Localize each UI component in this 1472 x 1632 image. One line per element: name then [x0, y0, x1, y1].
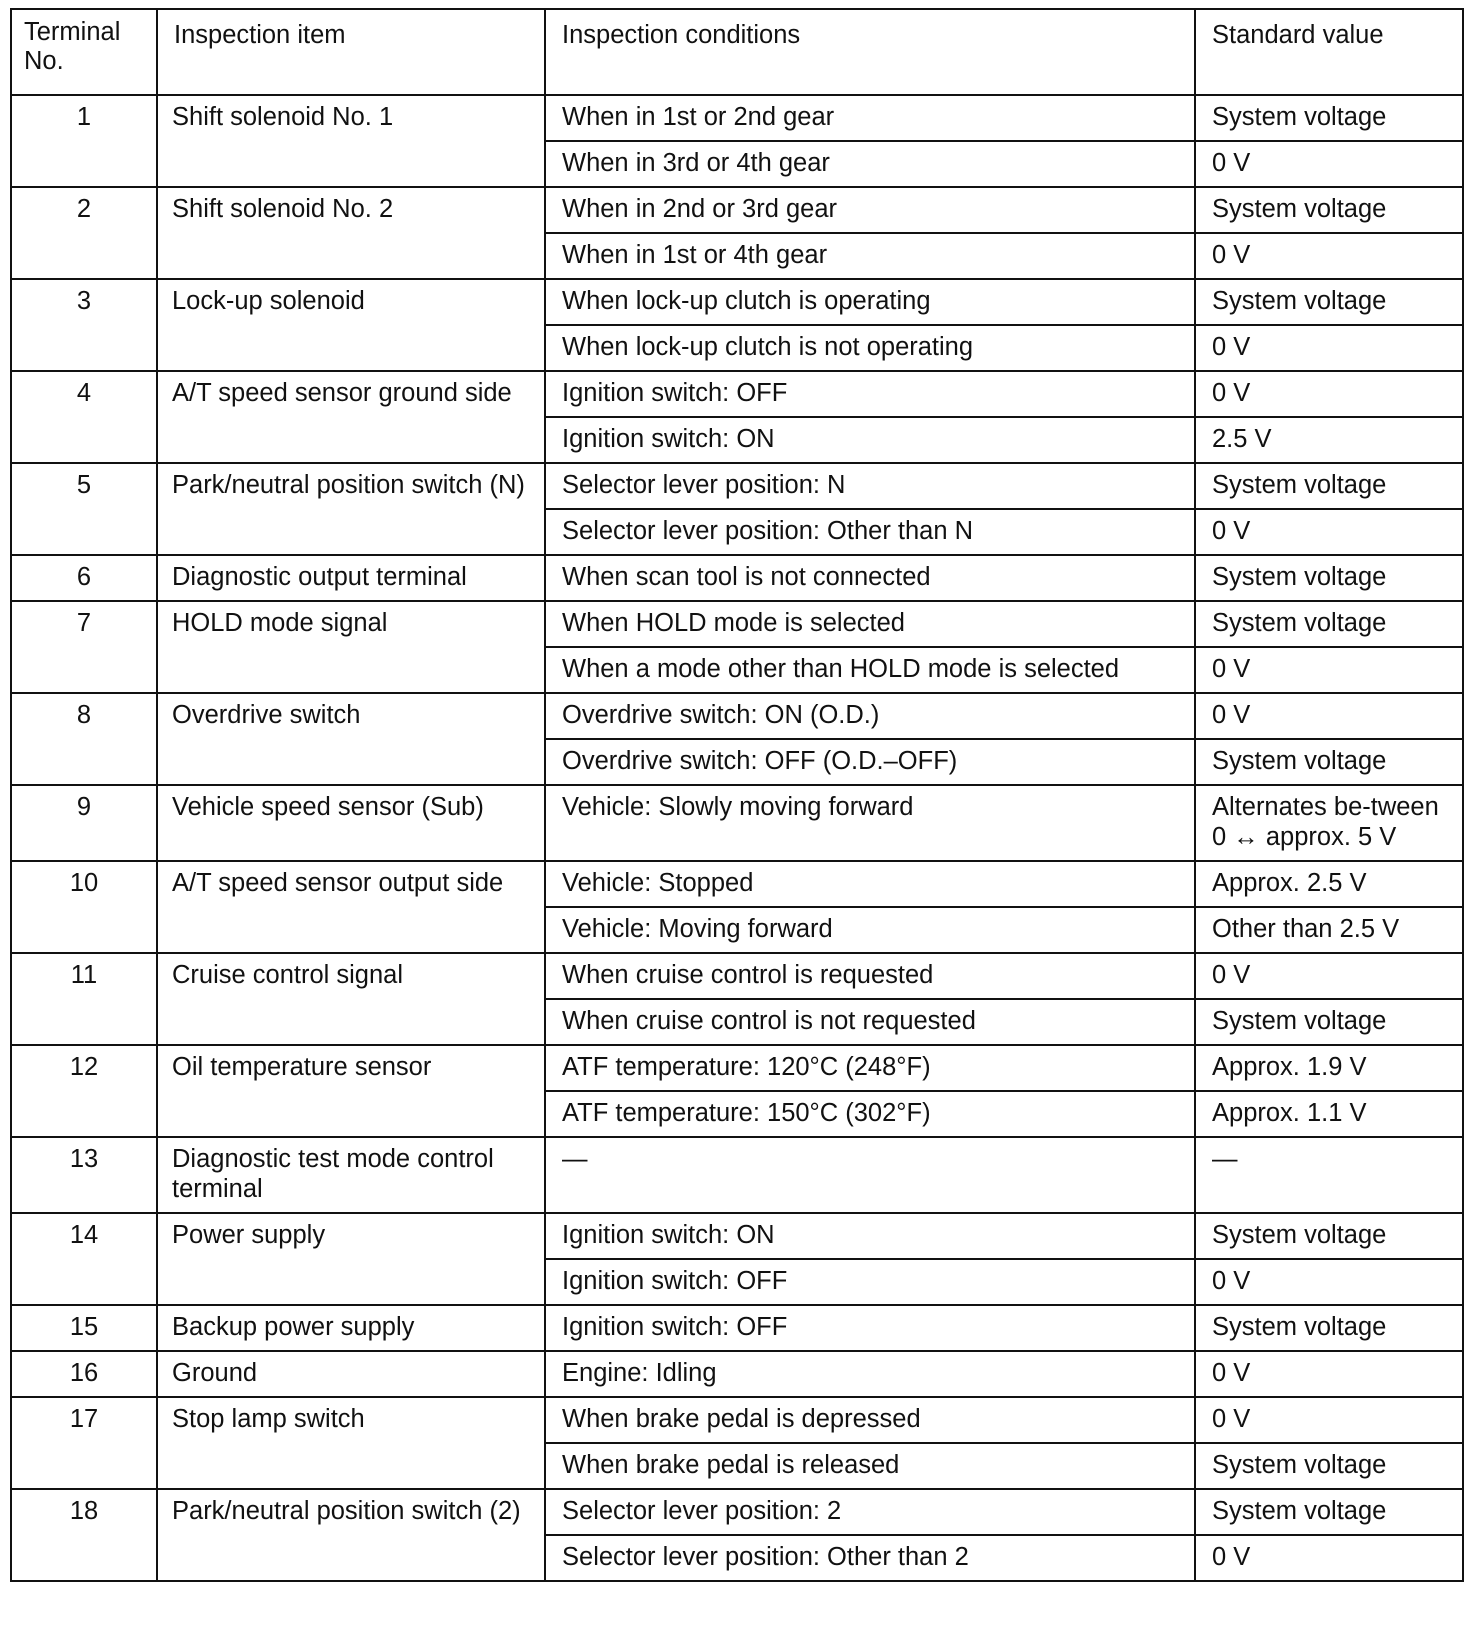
standard-value: System voltage — [1195, 555, 1463, 601]
inspection-item: Overdrive switch — [157, 693, 545, 785]
inspection-item: Park/neutral position switch (2) — [157, 1489, 545, 1581]
standard-value: System voltage — [1195, 601, 1463, 647]
inspection-condition: Ignition switch: OFF — [545, 1305, 1195, 1351]
inspection-condition: Vehicle: Stopped — [545, 861, 1195, 907]
standard-value: 0 V — [1195, 509, 1463, 555]
standard-value: 0 V — [1195, 233, 1463, 279]
inspection-item: Ground — [157, 1351, 545, 1397]
header-inspection-conditions: Inspection conditions — [545, 9, 1195, 95]
inspection-condition: When a mode other than HOLD mode is selected — [545, 647, 1195, 693]
inspection-condition: When scan tool is not connected — [545, 555, 1195, 601]
standard-value: 0 V — [1195, 325, 1463, 371]
inspection-item: Power supply — [157, 1213, 545, 1305]
standard-value: 0 V — [1195, 1259, 1463, 1305]
table-header-row — [11, 9, 1463, 95]
inspection-condition: When brake pedal is depressed — [545, 1397, 1195, 1443]
table-row — [11, 1397, 1463, 1443]
table-row — [11, 693, 1463, 739]
header-terminal: Terminal No. — [11, 9, 157, 95]
inspection-condition: When lock-up clutch is not operating — [545, 325, 1195, 371]
standard-value: System voltage — [1195, 187, 1463, 233]
header-standard-value: Standard value — [1195, 9, 1463, 95]
terminal-number: 11 — [11, 953, 157, 1045]
inspection-condition: When brake pedal is released — [545, 1443, 1195, 1489]
standard-value: System voltage — [1195, 1305, 1463, 1351]
table-row — [11, 1489, 1463, 1535]
inspection-condition: When lock-up clutch is operating — [545, 279, 1195, 325]
inspection-item: Shift solenoid No. 1 — [157, 95, 545, 187]
table-row — [11, 1045, 1463, 1091]
standard-value: 0 V — [1195, 953, 1463, 999]
terminal-number: 13 — [11, 1137, 157, 1213]
table-row — [11, 1213, 1463, 1259]
standard-value: 0 V — [1195, 693, 1463, 739]
standard-value: System voltage — [1195, 739, 1463, 785]
terminal-number: 10 — [11, 861, 157, 953]
standard-value: — — [1195, 1137, 1463, 1213]
terminal-number: 15 — [11, 1305, 157, 1351]
table-row — [11, 463, 1463, 509]
inspection-item: A/T speed sensor output side — [157, 861, 545, 953]
inspection-condition: Selector lever position: N — [545, 463, 1195, 509]
inspection-condition: Selector lever position: Other than N — [545, 509, 1195, 555]
standard-value: System voltage — [1195, 999, 1463, 1045]
standard-value: System voltage — [1195, 1443, 1463, 1489]
inspection-condition: When cruise control is requested — [545, 953, 1195, 999]
inspection-condition: Overdrive switch: ON (O.D.) — [545, 693, 1195, 739]
standard-value: 2.5 V — [1195, 417, 1463, 463]
table-row — [11, 1305, 1463, 1351]
inspection-condition: When cruise control is not requested — [545, 999, 1195, 1045]
terminal-number: 9 — [11, 785, 157, 861]
standard-value: 0 V — [1195, 1351, 1463, 1397]
terminal-number: 18 — [11, 1489, 157, 1581]
inspection-condition: When in 3rd or 4th gear — [545, 141, 1195, 187]
inspection-condition: When in 2nd or 3rd gear — [545, 187, 1195, 233]
inspection-item: A/T speed sensor ground side — [157, 371, 545, 463]
table-row — [11, 1351, 1463, 1397]
inspection-item: Backup power supply — [157, 1305, 545, 1351]
inspection-item: Cruise control signal — [157, 953, 545, 1045]
inspection-item: Park/neutral position switch (N) — [157, 463, 545, 555]
inspection-item: Oil temperature sensor — [157, 1045, 545, 1137]
standard-value: 0 V — [1195, 1397, 1463, 1443]
table-row — [11, 601, 1463, 647]
inspection-condition: Vehicle: Slowly moving forward — [545, 785, 1195, 861]
terminal-number: 6 — [11, 555, 157, 601]
inspection-table — [10, 8, 1464, 1582]
inspection-condition: Overdrive switch: OFF (O.D.–OFF) — [545, 739, 1195, 785]
inspection-condition: When in 1st or 2nd gear — [545, 95, 1195, 141]
terminal-number: 14 — [11, 1213, 157, 1305]
inspection-item: HOLD mode signal — [157, 601, 545, 693]
standard-value: Other than 2.5 V — [1195, 907, 1463, 953]
terminal-number: 5 — [11, 463, 157, 555]
terminal-number: 16 — [11, 1351, 157, 1397]
table-row — [11, 1137, 1463, 1213]
table-row — [11, 953, 1463, 999]
standard-value: Approx. 2.5 V — [1195, 861, 1463, 907]
terminal-number: 3 — [11, 279, 157, 371]
inspection-condition: Engine: Idling — [545, 1351, 1195, 1397]
inspection-condition: Vehicle: Moving forward — [545, 907, 1195, 953]
table-row — [11, 861, 1463, 907]
inspection-condition: When HOLD mode is selected — [545, 601, 1195, 647]
table-row — [11, 279, 1463, 325]
inspection-condition: Selector lever position: Other than 2 — [545, 1535, 1195, 1581]
terminal-number: 1 — [11, 95, 157, 187]
standard-value: Approx. 1.9 V — [1195, 1045, 1463, 1091]
standard-value: Alternates be-tween 0 ↔ approx. 5 V — [1195, 785, 1463, 861]
standard-value: 0 V — [1195, 1535, 1463, 1581]
standard-value: 0 V — [1195, 647, 1463, 693]
standard-value: System voltage — [1195, 1489, 1463, 1535]
inspection-item: Shift solenoid No. 2 — [157, 187, 545, 279]
table-row — [11, 785, 1463, 861]
table-row — [11, 95, 1463, 141]
terminal-number: 8 — [11, 693, 157, 785]
inspection-condition: Ignition switch: ON — [545, 417, 1195, 463]
inspection-item: Diagnostic output terminal — [157, 555, 545, 601]
inspection-condition: Selector lever position: 2 — [545, 1489, 1195, 1535]
terminal-number: 17 — [11, 1397, 157, 1489]
terminal-number: 12 — [11, 1045, 157, 1137]
table-row — [11, 555, 1463, 601]
inspection-condition: Ignition switch: ON — [545, 1213, 1195, 1259]
inspection-item: Lock-up solenoid — [157, 279, 545, 371]
inspection-condition: Ignition switch: OFF — [545, 371, 1195, 417]
header-inspection-item: Inspection item — [157, 9, 545, 95]
terminal-number: 2 — [11, 187, 157, 279]
inspection-condition: ATF temperature: 120°C (248°F) — [545, 1045, 1195, 1091]
inspection-condition: Ignition switch: OFF — [545, 1259, 1195, 1305]
inspection-item: Vehicle speed sensor (Sub) — [157, 785, 545, 861]
terminal-number: 7 — [11, 601, 157, 693]
table-body — [11, 95, 1463, 1581]
inspection-condition: ATF temperature: 150°C (302°F) — [545, 1091, 1195, 1137]
inspection-condition: — — [545, 1137, 1195, 1213]
standard-value: 0 V — [1195, 371, 1463, 417]
inspection-item: Stop lamp switch — [157, 1397, 545, 1489]
terminal-number: 4 — [11, 371, 157, 463]
standard-value: System voltage — [1195, 1213, 1463, 1259]
standard-value: System voltage — [1195, 463, 1463, 509]
table-row — [11, 187, 1463, 233]
inspection-item: Diagnostic test mode control terminal — [157, 1137, 545, 1213]
table-row — [11, 371, 1463, 417]
standard-value: System voltage — [1195, 279, 1463, 325]
inspection-condition: When in 1st or 4th gear — [545, 233, 1195, 279]
standard-value: System voltage — [1195, 95, 1463, 141]
standard-value: Approx. 1.1 V — [1195, 1091, 1463, 1137]
standard-value: 0 V — [1195, 141, 1463, 187]
